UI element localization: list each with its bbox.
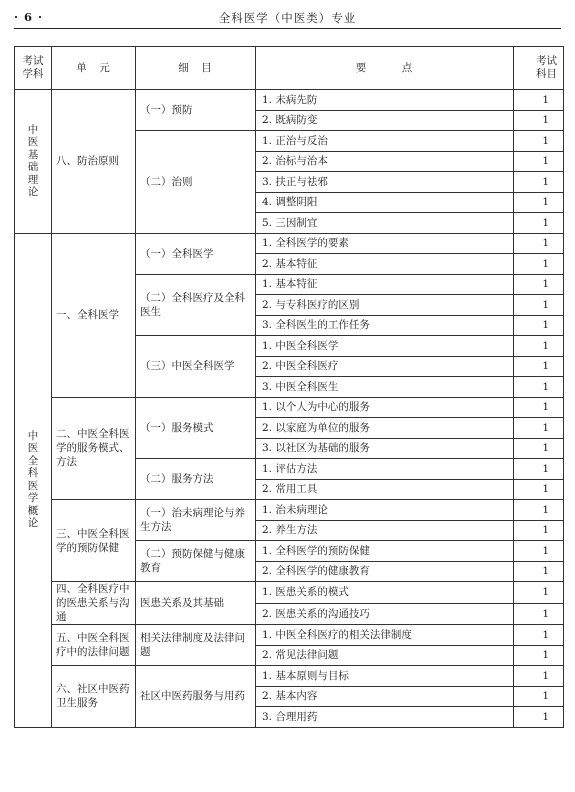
detail-cell: （一）预防	[136, 90, 256, 131]
score-cell: 1	[514, 274, 564, 295]
point-cell: 2. 常见法律问题	[256, 645, 514, 666]
score-cell: 1	[514, 666, 564, 687]
score-cell: 1	[514, 645, 564, 666]
point-cell: 1. 未病先防	[256, 90, 514, 111]
unit-cell: 八、防治原则	[52, 90, 136, 234]
score-cell: 1	[514, 110, 564, 131]
point-cell: 2. 治标与治本	[256, 151, 514, 172]
point-cell: 2. 常用工具	[256, 479, 514, 500]
point-cell: 3. 全科医生的工作任务	[256, 315, 514, 336]
point-cell: 1. 全科医学的要素	[256, 233, 514, 254]
detail-cell: （三）中医全科医学	[136, 336, 256, 398]
header-detail: 细 目	[136, 47, 256, 90]
point-cell: 1. 全科医学的预防保健	[256, 541, 514, 562]
score-cell: 1	[514, 418, 564, 439]
point-cell: 3. 扶正与祛邪	[256, 172, 514, 193]
point-cell: 1. 治未病理论	[256, 500, 514, 521]
score-cell: 1	[514, 707, 564, 728]
header-score: 考试科目	[514, 47, 564, 90]
point-cell: 2. 中医全科医疗	[256, 356, 514, 377]
syllabus-table	[14, 46, 564, 728]
score-cell: 1	[514, 520, 564, 541]
unit-cell: 五、中医全科医疗中的法律问题	[52, 625, 136, 666]
table-row	[15, 397, 564, 418]
score-cell: 1	[514, 479, 564, 500]
score-cell: 1	[514, 625, 564, 646]
detail-cell: （二）全科医疗及全科医生	[136, 274, 256, 336]
point-cell: 1. 以个人为中心的服务	[256, 397, 514, 418]
point-cell: 1. 评估方法	[256, 459, 514, 480]
detail-cell: 医患关系及其基础	[136, 582, 256, 625]
score-cell: 1	[514, 500, 564, 521]
score-cell: 1	[514, 582, 564, 604]
score-cell: 1	[514, 151, 564, 172]
point-cell: 3. 合理用药	[256, 707, 514, 728]
score-cell: 1	[514, 397, 564, 418]
score-cell: 1	[514, 561, 564, 582]
score-cell: 1	[514, 254, 564, 275]
detail-cell: 相关法律制度及法律问题	[136, 625, 256, 666]
point-cell: 1. 基本原则与目标	[256, 666, 514, 687]
point-cell: 2. 以家庭为单位的服务	[256, 418, 514, 439]
score-cell: 1	[514, 336, 564, 357]
point-cell: 2. 基本内容	[256, 686, 514, 707]
detail-cell: （二）服务方法	[136, 459, 256, 500]
unit-cell: 二、中医全科医学的服务模式、方法	[52, 397, 136, 500]
point-cell: 2. 养生方法	[256, 520, 514, 541]
detail-cell: （一）治未病理论与养生方法	[136, 500, 256, 541]
detail-cell: （二）预防保健与健康教育	[136, 541, 256, 582]
score-cell: 1	[514, 90, 564, 111]
point-cell: 3. 中医全科医生	[256, 377, 514, 398]
subject-cell: 中医基础理论	[15, 90, 52, 234]
score-cell: 1	[514, 459, 564, 480]
score-cell: 1	[514, 131, 564, 152]
detail-cell: 社区中医药服务与用药	[136, 666, 256, 728]
table-row	[15, 233, 564, 254]
score-cell: 1	[514, 315, 564, 336]
detail-cell: （一）全科医学	[136, 233, 256, 274]
table-header-row	[15, 47, 564, 90]
point-cell: 1. 中医全科医疗的相关法律制度	[256, 625, 514, 646]
point-cell: 1. 基本特征	[256, 274, 514, 295]
point-cell: 1. 正治与反治	[256, 131, 514, 152]
page-title: 全科医学（中医类）专业	[218, 11, 357, 25]
table-row	[15, 582, 564, 604]
score-cell: 1	[514, 192, 564, 213]
score-cell: 1	[514, 213, 564, 234]
table-row	[15, 625, 564, 646]
detail-cell: （一）服务模式	[136, 397, 256, 459]
score-cell: 1	[514, 356, 564, 377]
header-unit: 单 元	[52, 47, 136, 90]
header-subject: 考试学科	[15, 47, 52, 90]
point-cell: 2. 既病防变	[256, 110, 514, 131]
subject-cell: 中医全科医学概论	[15, 233, 52, 727]
table-row	[15, 666, 564, 687]
score-cell: 1	[514, 603, 564, 625]
unit-cell: 一、全科医学	[52, 233, 136, 397]
table-body	[15, 90, 564, 728]
page-header	[14, 6, 561, 29]
page-number: · 6 ·	[14, 10, 44, 24]
unit-cell: 四、全科医疗中的医患关系与沟通	[52, 582, 136, 625]
header-point: 要 点	[256, 47, 514, 90]
point-cell: 2. 医患关系的沟通技巧	[256, 603, 514, 625]
unit-cell: 六、社区中医药卫生服务	[52, 666, 136, 728]
point-cell: 2. 与专科医疗的区别	[256, 295, 514, 316]
point-cell: 2. 全科医学的健康教育	[256, 561, 514, 582]
detail-cell: （二）治则	[136, 131, 256, 234]
point-cell: 1. 医患关系的模式	[256, 582, 514, 604]
table-row	[15, 500, 564, 521]
table-row	[15, 90, 564, 111]
score-cell: 1	[514, 377, 564, 398]
score-cell: 1	[514, 438, 564, 459]
point-cell: 2. 基本特征	[256, 254, 514, 275]
unit-cell: 三、中医全科医学的预防保健	[52, 500, 136, 582]
score-cell: 1	[514, 541, 564, 562]
point-cell: 5. 三因制宜	[256, 213, 514, 234]
score-cell: 1	[514, 172, 564, 193]
point-cell: 4. 调整阴阳	[256, 192, 514, 213]
point-cell: 3. 以社区为基础的服务	[256, 438, 514, 459]
score-cell: 1	[514, 295, 564, 316]
score-cell: 1	[514, 686, 564, 707]
point-cell: 1. 中医全科医学	[256, 336, 514, 357]
score-cell: 1	[514, 233, 564, 254]
